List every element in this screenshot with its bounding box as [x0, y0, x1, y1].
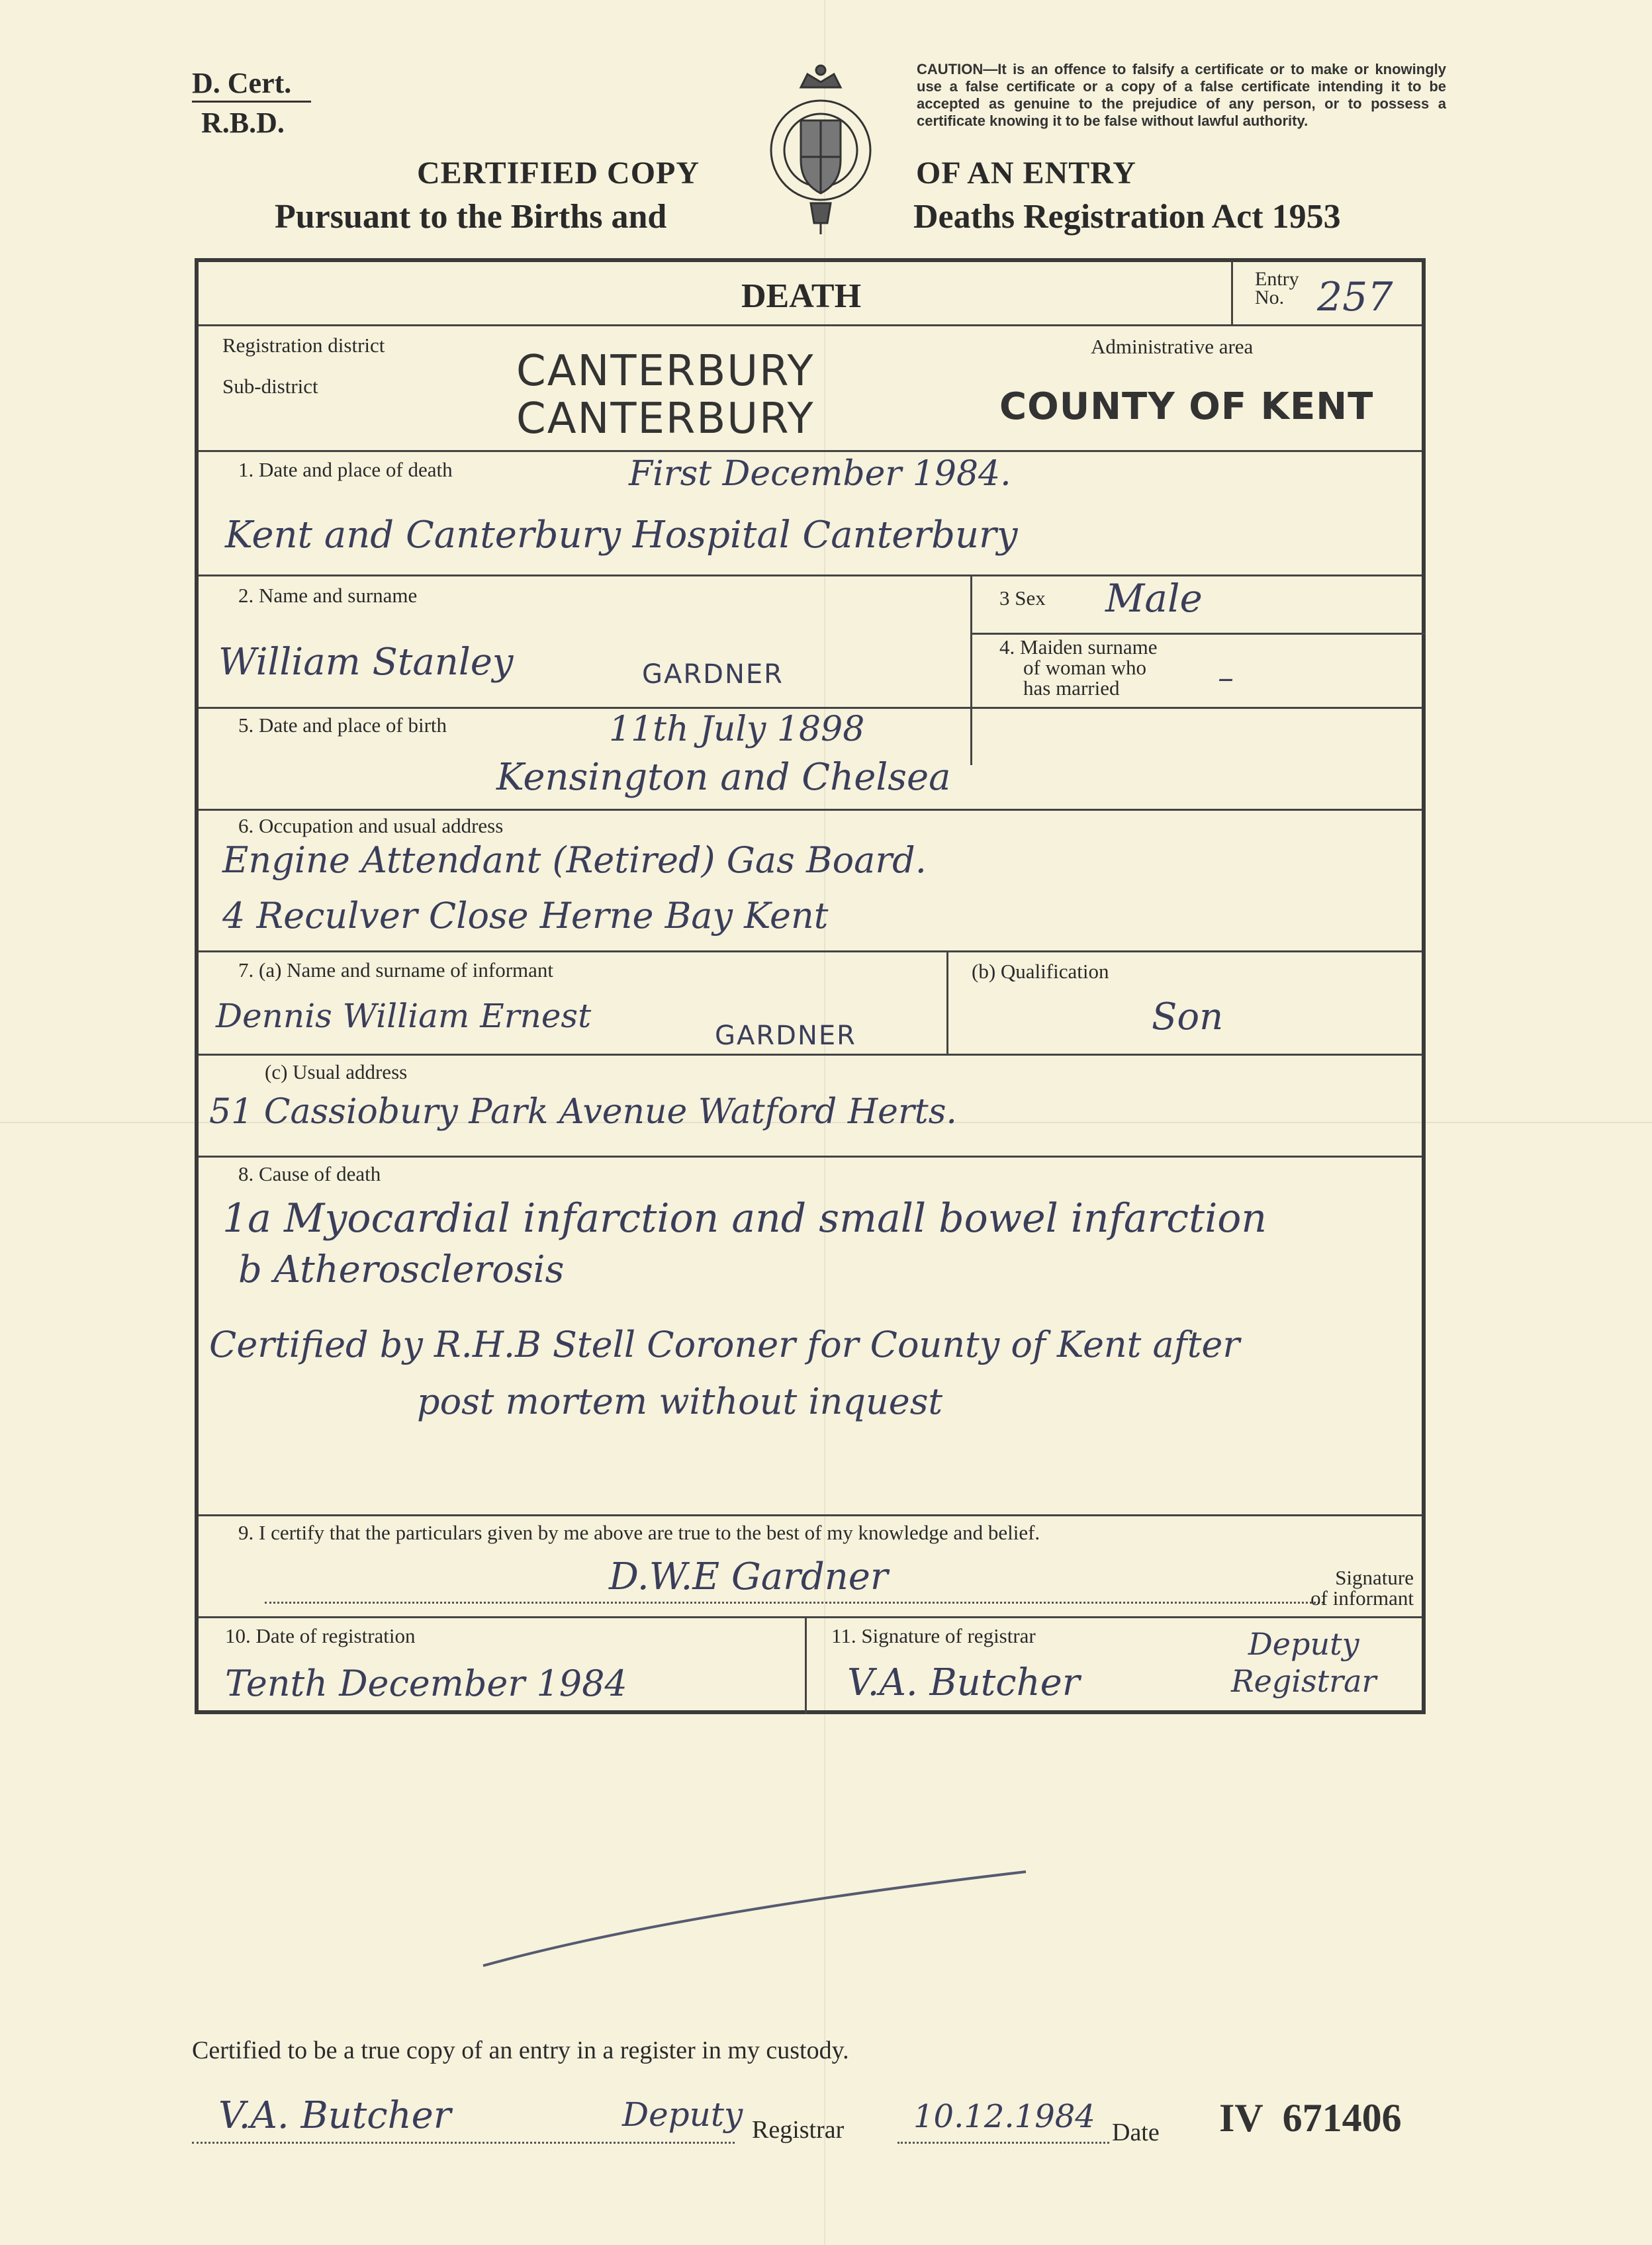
signature-of-informant-label [1268, 1567, 1414, 1608]
date-line [897, 2142, 1109, 2144]
field-5-label: 5. Date and place of birth [238, 713, 447, 737]
divider [199, 574, 1422, 576]
field-7c-label: (c) Usual address [265, 1060, 408, 1083]
field-6-label: 6. Occupation and usual address [238, 814, 504, 837]
divider [970, 574, 972, 765]
date-of-registration: Tenth December 1984 [225, 1663, 627, 1704]
sig-label-line2: of informant [1310, 1586, 1414, 1610]
field-7a-label: 7. (a) Name and surname of informant [238, 958, 554, 982]
registrar-title [1231, 1626, 1377, 1700]
registrar-signature: V.A. Butcher [847, 1661, 1080, 1704]
divider [199, 809, 1422, 811]
field-4-label-line3: has married [1023, 676, 1120, 700]
date-label: Date [1112, 2119, 1160, 2146]
footer-date-value: 10.12.1984 [913, 2098, 1095, 2135]
serial-number: IV 671406 [1219, 2096, 1402, 2140]
royal-crest-icon [755, 61, 887, 240]
form-heading: DEATH [741, 277, 862, 315]
field-10-label: 10. Date of registration [225, 1624, 416, 1647]
forenames-value: William Stanley [218, 641, 514, 684]
registrar-title-line1: Deputy [1248, 1626, 1359, 1662]
certification-note: Certified by R.H.B Stell Coroner for County of Kent after [209, 1324, 1240, 1365]
field-8-label: 8. Cause of death [238, 1162, 381, 1185]
rbd-label: R.B.D. [201, 107, 285, 139]
signature-line [192, 2142, 735, 2144]
divider [970, 633, 1426, 635]
informant-address: 51 Cassiobury Park Avenue Watford Herts. [209, 1092, 957, 1132]
divider [199, 1514, 1422, 1516]
caution-notice: CAUTION—It is an offence to falsify a certificate or to make or knowingly use a false certificate or a copy of a false certificate intending it to be accepted as genuine to the prejudice of any person, or to possess a certificate knowing it to be false without lawful authority. [917, 61, 1446, 129]
entry-number: 257 [1317, 274, 1393, 320]
field-4-label [999, 637, 1157, 698]
field-2-label: 2. Name and surname [238, 584, 418, 607]
sub-district-label: Sub-district [222, 375, 318, 398]
entry-label-line1: Entry [1255, 268, 1299, 290]
title-pursuant: Pursuant to the Births and [275, 198, 667, 236]
date-of-death: First December 1984. [629, 454, 1011, 494]
title-certified-copy: CERTIFIED COPY [417, 156, 700, 191]
divider [199, 450, 1422, 452]
informant-forenames: Dennis William Ernest [216, 997, 592, 1035]
cause-of-death-1a: 1a Myocardial infarction and small bowel infarction [222, 1195, 1267, 1242]
entry-label-line2: No. [1255, 287, 1285, 308]
informant-surname: GARDNER [715, 1021, 856, 1051]
registration-district-value: CANTERBURY [516, 347, 815, 396]
sex-value: Male [1105, 576, 1203, 621]
registrar-title-line2: Registrar [1231, 1663, 1377, 1699]
certified-true-copy-text: Certified to be a true copy of an entry in a register in my custody. [192, 2037, 849, 2064]
sub-district-value: CANTERBURY [516, 394, 815, 443]
pen-stroke [477, 1866, 1032, 1972]
place-of-death: Kent and Canterbury Hospital Canterbury [225, 514, 1018, 557]
divider [199, 324, 1422, 326]
field-1-label: 1. Date and place of death [238, 458, 453, 481]
divider [199, 1054, 1422, 1056]
certification-note-2: post mortem without inquest [417, 1381, 943, 1422]
field-11-label: 11. Signature of registrar [831, 1624, 1036, 1647]
footer-deputy: Deputy [622, 2095, 743, 2134]
maiden-surname-value: – [1218, 659, 1234, 696]
divider [805, 1616, 807, 1714]
divider [1231, 262, 1233, 324]
registrar-label: Registrar [752, 2116, 845, 2144]
entry-label [1255, 270, 1299, 307]
administrative-area-label: Administrative area [1091, 335, 1254, 358]
death-entry-form [195, 258, 1426, 1714]
administrative-area-value: COUNTY OF KENT [999, 385, 1374, 428]
field-7b-label: (b) Qualification [972, 960, 1109, 983]
place-of-birth: Kensington and Chelsea [496, 756, 951, 799]
title-of-an-entry: OF AN ENTRY [916, 156, 1136, 191]
usual-address-value: 4 Reculver Close Herne Bay Kent [222, 895, 829, 937]
divider [199, 707, 1422, 709]
date-of-birth: 11th July 1898 [609, 710, 865, 749]
field-4-label-line2: of woman who [1023, 656, 1146, 679]
field-9-label: 9. I certify that the particulars given by me above are true to the best of my knowledge and belief. [238, 1521, 1040, 1544]
d-cert-label: D. Cert. [192, 67, 292, 99]
cause-of-death-1b: b Atherosclerosis [238, 1248, 565, 1291]
footer-registrar-signature: V.A. Butcher [218, 2094, 451, 2137]
qualification-value: Son [1152, 995, 1224, 1038]
surname-value: GARDNER [642, 659, 784, 690]
divider [192, 101, 311, 103]
occupation-value: Engine Attendant (Retired) Gas Board. [222, 839, 927, 881]
field-4-label-line1: 4. Maiden surname [999, 635, 1158, 659]
divider [946, 950, 948, 1054]
divider [199, 1616, 1422, 1618]
registration-district-label: Registration district [222, 334, 385, 357]
divider [199, 1156, 1422, 1158]
field-3-label: 3 Sex [999, 586, 1046, 610]
sig-label-line1: Signature [1335, 1566, 1414, 1589]
signature-line [265, 1602, 1324, 1604]
divider [199, 950, 1422, 952]
title-act: Deaths Registration Act 1953 [913, 198, 1341, 236]
informant-signature: D.W.E Gardner [609, 1555, 888, 1598]
